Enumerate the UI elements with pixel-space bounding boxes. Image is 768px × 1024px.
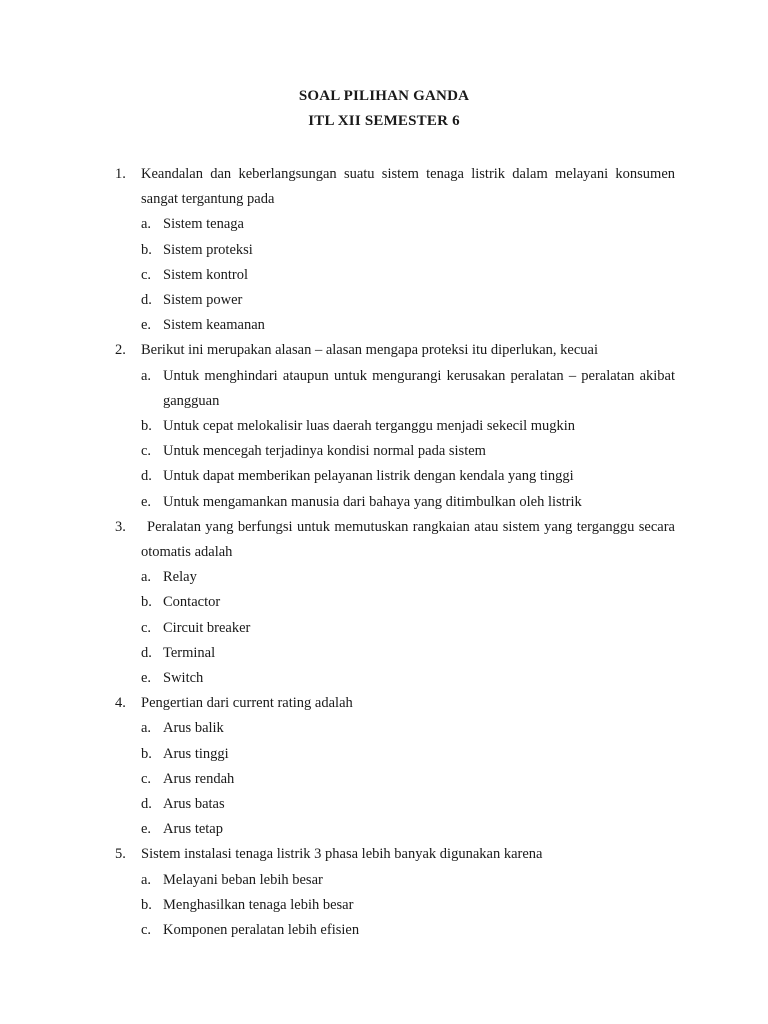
question-text: Pengertian dari current rating adalah — [141, 695, 353, 712]
option-letter: e. — [141, 493, 152, 510]
question-item — [115, 842, 675, 943]
option-item — [141, 641, 675, 666]
option-text: Untuk mengamankan manusia dari bahaya yang ditimbulkan oleh listrik — [163, 493, 582, 510]
option-letter: b. — [141, 745, 152, 762]
option-letter: a. — [141, 871, 152, 888]
option-text: Sistem proteksi — [163, 241, 253, 258]
option-item — [141, 439, 675, 464]
question-text: Sistem instalasi tenaga listrik 3 phasa lebih banyak digunakan karena — [141, 846, 543, 863]
option-letter: c. — [141, 619, 152, 636]
option-letter: a. — [141, 367, 152, 384]
option-item — [141, 364, 675, 414]
option-letter: b. — [141, 418, 152, 435]
option-item — [141, 817, 675, 842]
question-number: 2. — [115, 342, 126, 359]
option-letter: a. — [141, 216, 152, 233]
option-letter: c. — [141, 922, 152, 939]
option-item — [141, 792, 675, 817]
option-text: Contactor — [163, 594, 221, 611]
option-list — [141, 212, 675, 338]
document-title: SOAL PILIHAN GANDA — [298, 88, 470, 104]
option-item — [141, 313, 675, 338]
option-list — [141, 565, 675, 691]
option-letter: a. — [141, 720, 152, 737]
question-number: 3. — [115, 518, 126, 535]
option-item — [141, 616, 675, 641]
question-item — [115, 691, 675, 842]
option-letter: e. — [141, 670, 152, 687]
option-letter: c. — [141, 266, 152, 283]
option-text: Untuk menghindari ataupun untuk mengurangi kerusakan peralatan – peralatan akibat gangguan — [163, 367, 675, 409]
option-text: Menghasilkan tenaga lebih besar — [163, 896, 354, 913]
option-item — [141, 414, 675, 439]
option-item — [141, 918, 675, 943]
option-list — [141, 868, 675, 944]
option-item — [141, 893, 675, 918]
question-item — [115, 338, 675, 514]
option-text: Terminal — [163, 644, 216, 661]
option-letter: c. — [141, 443, 152, 460]
option-item — [141, 238, 675, 263]
option-text: Melayani beban lebih besar — [163, 871, 323, 888]
option-item — [141, 490, 675, 515]
option-letter: b. — [141, 896, 152, 913]
question-text: Keandalan dan keberlangsungan suatu sistem tenaga listrik dalam melayani konsumen sangat tergantung pada — [141, 166, 675, 208]
option-text: Arus batas — [163, 796, 225, 813]
option-text: Untuk cepat melokalisir luas daerah terganggu menjadi sekecil mugkin — [163, 418, 576, 435]
option-item — [141, 742, 675, 767]
question-item — [115, 515, 675, 691]
option-item — [141, 464, 675, 489]
option-text: Arus tetap — [163, 821, 223, 838]
option-item — [141, 767, 675, 792]
question-text: Peralatan yang berfungsi untuk memutuskan rangkaian atau sistem yang terganggu secara otomatis adalah — [141, 518, 675, 561]
option-text: Arus balik — [163, 720, 224, 737]
option-text: Relay — [163, 569, 197, 586]
option-text: Sistem kontrol — [163, 266, 248, 283]
option-text: Komponen peralatan lebih efisien — [163, 922, 360, 939]
option-list — [141, 364, 675, 515]
option-text: Arus rendah — [163, 770, 235, 787]
option-item — [141, 212, 675, 237]
option-text: Sistem tenaga — [163, 216, 244, 233]
question-item — [115, 162, 675, 338]
option-text: Untuk mencegah terjadinya kondisi normal pada sistem — [163, 443, 486, 460]
question-number: 5. — [115, 846, 126, 863]
option-letter: d. — [141, 796, 152, 813]
option-item — [141, 288, 675, 313]
option-letter: a. — [141, 569, 152, 586]
option-letter: b. — [141, 241, 152, 258]
question-number: 4. — [115, 695, 126, 712]
option-letter: d. — [141, 468, 152, 485]
question-list — [115, 162, 675, 943]
option-item — [141, 263, 675, 288]
option-item — [141, 565, 675, 590]
option-item — [141, 868, 675, 893]
option-letter: d. — [141, 644, 152, 661]
option-list — [141, 716, 675, 842]
question-text: Berikut ini merupakan alasan – alasan mengapa proteksi itu diperlukan, kecuai — [141, 342, 598, 359]
option-text: Circuit breaker — [163, 619, 251, 636]
document-subtitle: ITL XII SEMESTER 6 — [308, 113, 460, 129]
option-text: Sistem keamanan — [163, 317, 265, 334]
option-text: Untuk dapat memberikan pelayanan listrik dengan kendala yang tinggi — [163, 468, 574, 485]
option-letter: d. — [141, 292, 152, 309]
option-text: Sistem power — [163, 292, 243, 309]
option-letter: e. — [141, 317, 152, 334]
option-letter: b. — [141, 594, 152, 611]
option-text: Arus tinggi — [163, 745, 229, 762]
option-item — [141, 666, 675, 691]
option-letter: e. — [141, 821, 152, 838]
option-letter: c. — [141, 770, 152, 787]
option-item — [141, 590, 675, 615]
option-text: Switch — [163, 670, 204, 687]
question-number: 1. — [115, 166, 126, 182]
option-item — [141, 716, 675, 741]
